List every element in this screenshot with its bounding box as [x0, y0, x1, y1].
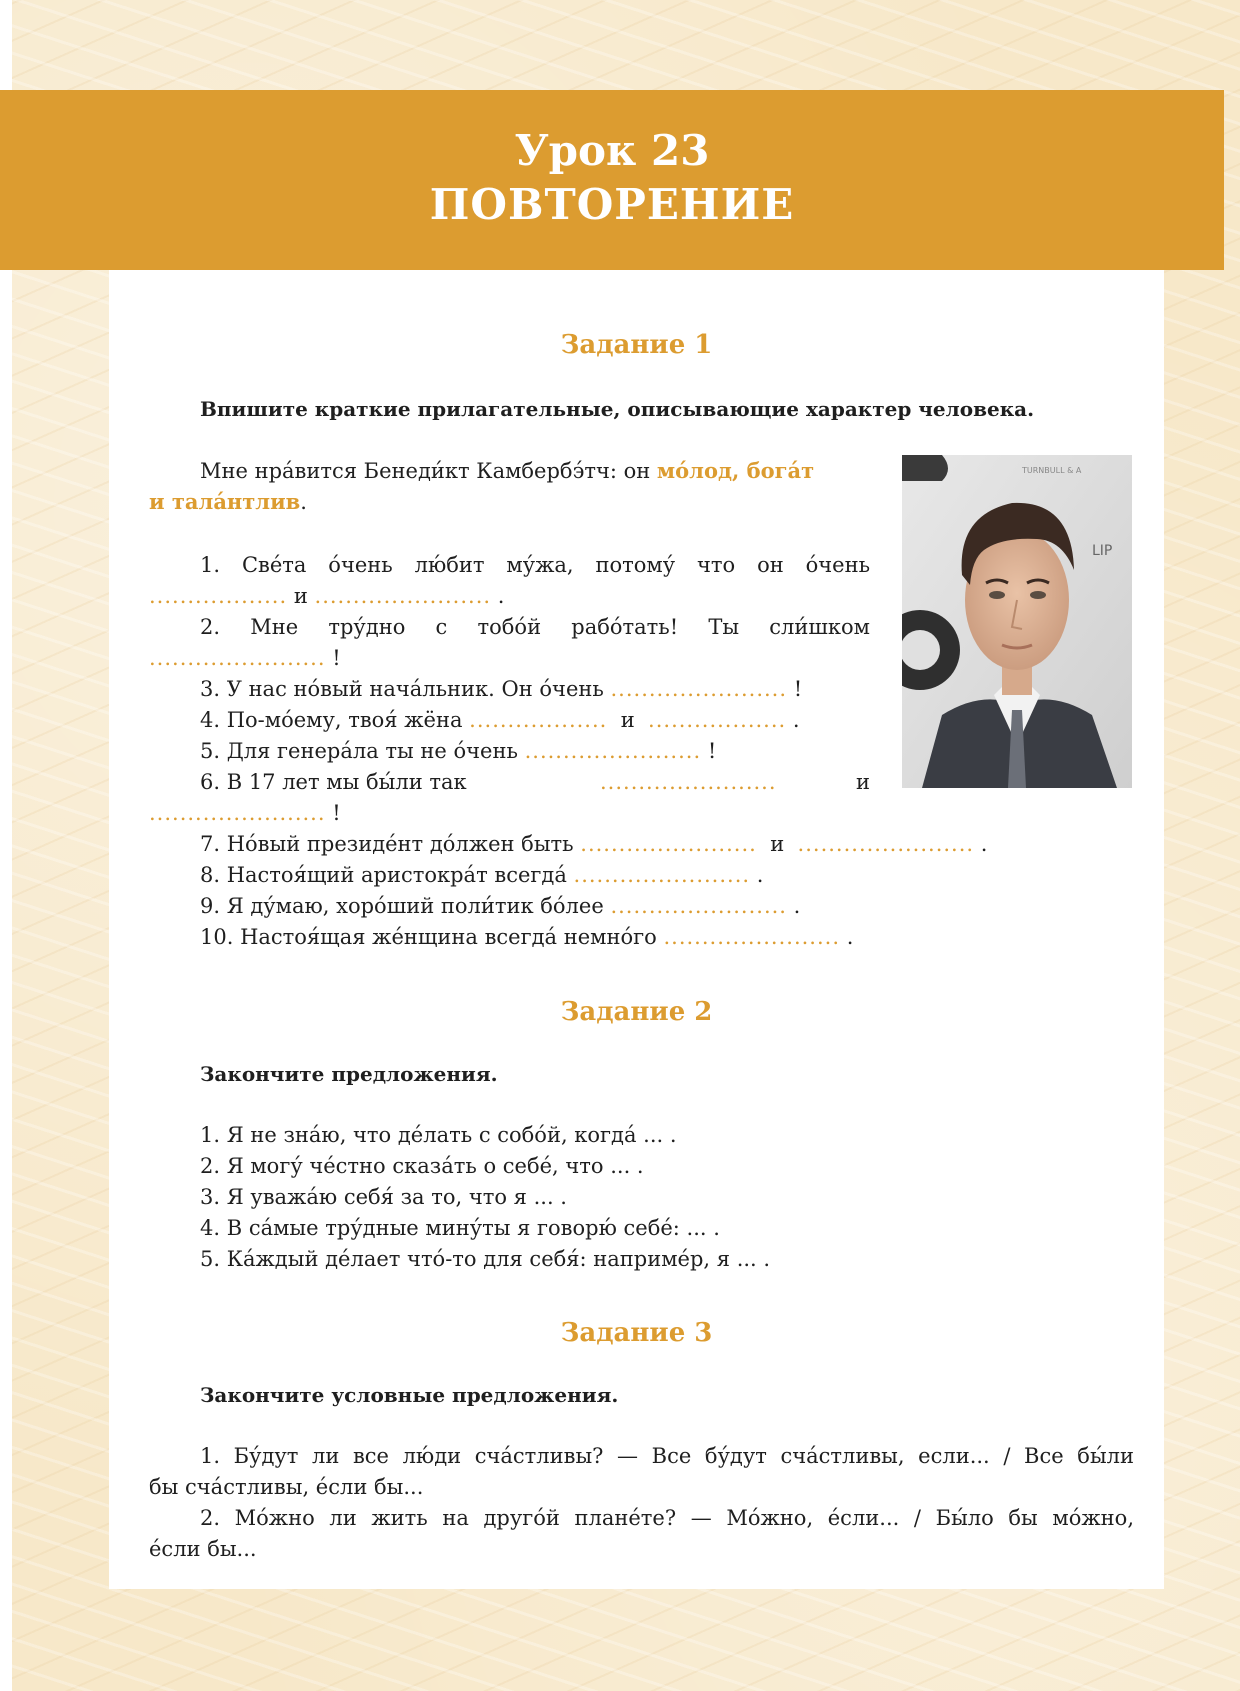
task1-item-8: 8. Настоя́щий аристокра́т всегда́ ....................... . — [200, 863, 764, 887]
answer-blank[interactable]: ....................... — [610, 677, 788, 701]
answer-blank[interactable]: ....................... — [314, 584, 492, 608]
task1-item-7: 7. Но́вый президе́нт до́лжен быть ....................... и ....................... . — [200, 832, 988, 856]
answer-blank[interactable]: ....................... — [573, 863, 751, 887]
task1-item-6-line-a — [200, 772, 870, 793]
task1-item-3: 3. У нас но́вый нача́льник. Он о́чень ....................... ! — [200, 677, 803, 701]
task1-item-6-line-b: ....................... ! — [149, 801, 341, 825]
task1-item-4-and: и — [620, 708, 635, 732]
task1-item-2-text: 2. Мне тру́дно с тобо́й рабо́тать! Ты сли́шком — [200, 615, 870, 639]
task1-item-7-and: и — [770, 832, 785, 856]
task2-item: 5. Ка́ждый де́лает что́-то для себя́: наприме́р, я ... . — [200, 1247, 771, 1271]
task1-example-answer: мо́лод, бога́т — [656, 458, 815, 483]
task1-item-2-line-a — [200, 617, 870, 638]
task3-item-2-text: 2. Мо́жно ли жить на друго́й плане́те? — Мо́жно, е́сли... / Бы́ло бы мо́жно, — [200, 1506, 1134, 1530]
task1-item-6-and: и — [856, 770, 870, 794]
task1-item-5-text: 5. Для генера́ла ты не о́чень — [200, 739, 518, 763]
task1-item-3-text: 3. У нас но́вый нача́льник. Он о́чень — [200, 677, 604, 701]
photo-backdrop-text: TURNBULL & A — [1022, 466, 1082, 475]
answer-blank[interactable]: ....................... — [149, 646, 326, 670]
task2-item: 4. В са́мые тру́дные мину́ты я говорю́ себе́: ... . — [200, 1216, 720, 1240]
task3-item-2-line-b: е́сли бы... — [149, 1537, 257, 1561]
task1-item-10: 10. Настоя́щая же́нщина всегда́ немно́го ....................... . — [200, 925, 854, 949]
answer-blank[interactable]: .................. — [469, 708, 608, 732]
task1-item-8-text: 8. Настоя́щий аристокра́т всегда́ — [200, 863, 567, 887]
answer-blank[interactable]: .................. — [648, 708, 787, 732]
lesson-header — [0, 90, 1224, 270]
answer-blank[interactable]: ....................... — [797, 832, 975, 856]
task2-item: 3. Я уважа́ю себя́ за то, что я ... . — [200, 1185, 567, 1209]
task1-heading: Задание 1 — [560, 330, 713, 360]
answer-blank[interactable]: ....................... — [600, 770, 777, 794]
answer-blank[interactable]: .................. — [149, 584, 288, 608]
task3-item-1-line-a — [200, 1446, 1134, 1467]
task1-item-1-text: 1. Све́та о́чень лю́бит му́жа, потому́ что он о́чень — [200, 553, 870, 577]
task1-example-answer-2: и тала́нтлив — [149, 489, 301, 514]
answer-blank[interactable]: ....................... — [580, 832, 757, 856]
task1-item-2-line-b: ....................... ! — [149, 646, 341, 670]
answer-blank[interactable]: ....................... — [149, 801, 326, 825]
task1-example-period: . — [300, 490, 307, 514]
task1-item-4-text: 4. По-мо́ему, твоя́ жёна — [200, 708, 463, 732]
task1-item-9-text: 9. Я ду́маю, хоро́ший поли́тик бо́лее — [200, 894, 604, 918]
task1-item-1-line-b: .................. и ....................... . — [149, 584, 505, 608]
lesson-number: Урок 23 — [514, 126, 710, 175]
task3-instruction: Закончите условные предложения. — [200, 1383, 619, 1407]
lesson-title: ПОВТОРЕНИЕ — [429, 180, 795, 229]
task1-item-6-text: 6. В 17 лет мы бы́ли так — [200, 770, 467, 794]
task1-item-7-text: 7. Но́вый президе́нт до́лжен быть — [200, 832, 574, 856]
task1-example-line-2 — [149, 491, 307, 513]
answer-blank[interactable]: ....................... — [524, 739, 702, 763]
task1-item-4: 4. По-мо́ему, твоя́ жёна .................. и .................. . — [200, 708, 800, 732]
answer-blank[interactable]: ....................... — [663, 925, 841, 949]
task1-example-text: Мне нра́вится Бенеди́кт Камбербэ́тч: он — [200, 459, 657, 483]
task1-item-1-and: и — [293, 584, 308, 608]
task1-item-9: 9. Я ду́маю, хоро́ший поли́тик бо́лее ....................... . — [200, 894, 801, 918]
answer-blank[interactable]: ....................... — [610, 894, 787, 918]
task1-example-line — [200, 460, 814, 482]
task3-item-1-text: 1. Бу́дут ли все лю́ди сча́стливы? — Все бу́дут сча́стливы, если... / Все бы́ли — [200, 1444, 1134, 1468]
task1-item-10-text: 10. Настоя́щая же́нщина всегда́ немно́го — [200, 925, 657, 949]
content-panel — [109, 270, 1164, 1589]
task2-heading: Задание 2 — [560, 997, 713, 1027]
task2-instruction: Закончите предложения. — [200, 1062, 498, 1086]
photo-backdrop-text-2: LIP — [1092, 543, 1113, 559]
task2-item: 2. Я могу́ че́стно сказа́ть о себе́, что ... . — [200, 1154, 644, 1178]
portrait-photo — [902, 455, 1132, 788]
portrait-photo-image — [902, 455, 1132, 788]
task1-item-5: 5. Для генера́ла ты не о́чень ....................... ! — [200, 739, 717, 763]
task2-item: 1. Я не зна́ю, что де́лать с собо́й, когда́ ... . — [200, 1123, 677, 1147]
task3-item-2-line-a — [200, 1508, 1134, 1529]
task3-item-1-line-b: бы сча́стливы, е́сли бы... — [149, 1475, 424, 1499]
task1-item-1-line-a — [200, 555, 870, 576]
task3-heading: Задание 3 — [560, 1318, 713, 1348]
task1-instruction: Впишите краткие прилагательные, описывающие характер человека. — [200, 397, 1035, 421]
